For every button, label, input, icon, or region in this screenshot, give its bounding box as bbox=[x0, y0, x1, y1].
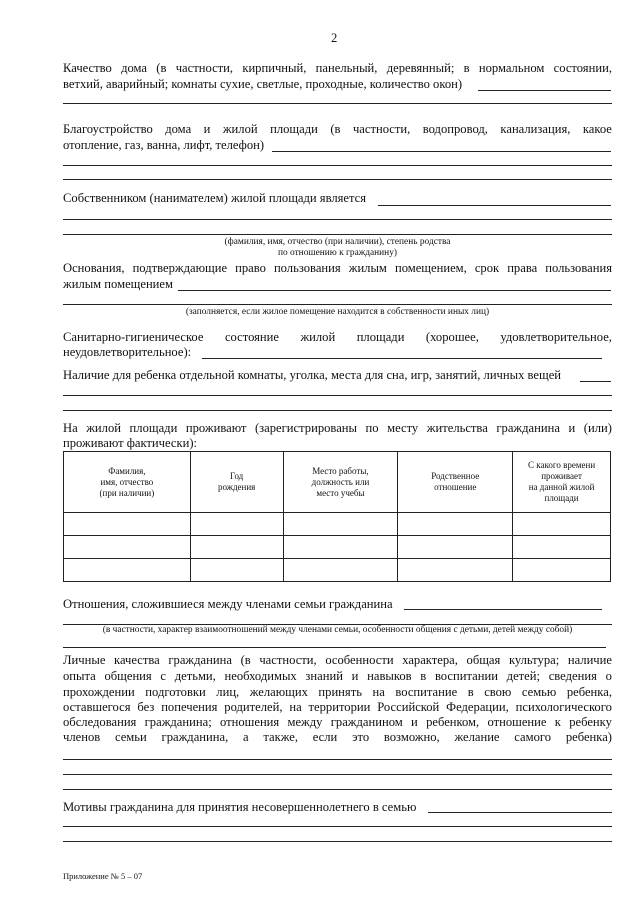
q6-line1: Наличие для ребенка отдельной комнаты, уголка, места для сна, игр, занятий, личных вещей bbox=[63, 368, 562, 382]
word: характера, bbox=[402, 653, 458, 667]
q4-line2: жилым помещением bbox=[63, 277, 173, 291]
word: (в bbox=[240, 653, 251, 667]
q4-line1: Основания, подтверждающие право пользования жилым помещением, срок права пользования bbox=[63, 261, 612, 275]
word: это bbox=[352, 730, 370, 744]
word: по bbox=[365, 421, 379, 435]
word: а bbox=[243, 730, 249, 744]
word: психологического bbox=[515, 700, 612, 714]
word: родителей, bbox=[224, 700, 283, 714]
word: также, bbox=[263, 730, 299, 744]
q8-answer-line-2[interactable] bbox=[63, 647, 606, 648]
word: удовлетворительное, bbox=[500, 330, 612, 344]
word: отношения bbox=[219, 715, 280, 729]
q9-line bbox=[63, 669, 612, 685]
word: гражданина bbox=[496, 421, 560, 435]
word: панельный, bbox=[315, 61, 378, 75]
q2-answer-line-2[interactable] bbox=[63, 179, 612, 180]
q9-line bbox=[63, 715, 612, 731]
word: состояние bbox=[224, 330, 279, 344]
footer-appendix: Приложение № 5 – 07 bbox=[63, 871, 143, 881]
q8-line1: Отношения, сложившиеся между членами семьи гражданина bbox=[63, 597, 393, 611]
table-cell[interactable] bbox=[513, 559, 611, 582]
word: оставшегося bbox=[63, 700, 131, 714]
word: жилой bbox=[222, 122, 258, 136]
table-cell[interactable] bbox=[283, 559, 398, 582]
q8-fill-line[interactable] bbox=[404, 609, 602, 610]
table-row bbox=[64, 513, 611, 536]
q2-line1 bbox=[63, 122, 612, 138]
word: лиц, bbox=[216, 685, 240, 699]
q6-answer-line-1[interactable] bbox=[63, 395, 612, 396]
word: сведения bbox=[548, 669, 597, 683]
col-header-name: Фамилия, имя, отчество (при наличии) bbox=[64, 452, 191, 513]
word: семью bbox=[521, 685, 557, 699]
word: прохождении bbox=[63, 685, 135, 699]
q7-line2: проживают фактически): bbox=[63, 436, 198, 450]
q6-fill-line[interactable] bbox=[580, 381, 611, 382]
q5-line2: неудовлетворительное): bbox=[63, 345, 192, 359]
word: Федерации, bbox=[446, 700, 509, 714]
word: (зарегистрированы bbox=[254, 421, 357, 435]
word: На bbox=[63, 421, 78, 435]
word: общая bbox=[466, 653, 501, 667]
word: навыков bbox=[367, 669, 412, 683]
word: качества bbox=[114, 653, 160, 667]
word: нормальном bbox=[478, 61, 545, 75]
word: между bbox=[287, 715, 323, 729]
word: опыта bbox=[63, 669, 96, 683]
q9-line bbox=[63, 700, 612, 716]
table-cell[interactable] bbox=[398, 536, 513, 559]
q9-answer-line-1[interactable] bbox=[63, 759, 612, 760]
word: желающих bbox=[249, 685, 308, 699]
word: Личные bbox=[63, 653, 106, 667]
word: жилой bbox=[300, 330, 336, 344]
word: воспитании bbox=[434, 669, 498, 683]
word: и bbox=[203, 122, 211, 136]
word: жительства bbox=[426, 421, 488, 435]
q3-fill-line[interactable] bbox=[378, 205, 611, 206]
q2-line2: отопление, газ, ванна, лифт, телефон) bbox=[63, 138, 265, 152]
word: детьми, bbox=[174, 669, 216, 683]
word: гражданина bbox=[168, 653, 232, 667]
word: Благоустройство bbox=[63, 122, 153, 136]
word: самого bbox=[514, 730, 552, 744]
table-cell[interactable] bbox=[398, 559, 513, 582]
q3-caption-2: по отношению к гражданину) bbox=[277, 248, 398, 258]
word: и bbox=[568, 421, 576, 435]
word: Качество bbox=[63, 61, 112, 75]
table-cell[interactable] bbox=[64, 536, 191, 559]
q9-answer-line-2[interactable] bbox=[63, 774, 612, 775]
table-cell[interactable] bbox=[283, 513, 398, 536]
q10-answer-line-1[interactable] bbox=[63, 826, 612, 827]
q9-line bbox=[63, 685, 612, 701]
word: жилой bbox=[86, 421, 121, 435]
table-cell[interactable] bbox=[398, 513, 513, 536]
q4-answer-line[interactable] bbox=[63, 304, 612, 305]
word: особенности bbox=[325, 653, 394, 667]
word: площади bbox=[356, 330, 405, 344]
word: гражданином bbox=[330, 715, 403, 729]
word: свою bbox=[484, 685, 512, 699]
word: состоянии, bbox=[553, 61, 612, 75]
q3-answer-line-1[interactable] bbox=[63, 219, 612, 220]
family-members-table bbox=[63, 451, 611, 582]
word: наличие bbox=[567, 653, 612, 667]
q9-line bbox=[63, 730, 612, 746]
word: территории bbox=[308, 700, 371, 714]
word: общения bbox=[104, 669, 152, 683]
word: деревянный; bbox=[386, 61, 455, 75]
table-header-row bbox=[64, 452, 611, 513]
col-header-relation: Родственное отношение bbox=[398, 452, 513, 513]
q3-caption-1: (фамилия, имя, отчество (при наличии), степень родства bbox=[224, 237, 451, 247]
word: дома bbox=[121, 61, 148, 75]
word: обследования bbox=[63, 715, 137, 729]
word: если bbox=[312, 730, 338, 744]
q1-answer-line[interactable] bbox=[63, 103, 612, 104]
word: о bbox=[605, 669, 612, 683]
word: на bbox=[289, 700, 302, 714]
word: частности, bbox=[175, 61, 234, 75]
table-row bbox=[64, 536, 611, 559]
word: гражданина, bbox=[161, 730, 229, 744]
word: частности, bbox=[352, 122, 411, 136]
q1-fill-line[interactable] bbox=[478, 90, 611, 91]
q1-line1 bbox=[63, 61, 612, 77]
word: к bbox=[554, 715, 561, 729]
table-cell[interactable] bbox=[513, 513, 611, 536]
word: на bbox=[372, 685, 385, 699]
word: в bbox=[463, 61, 470, 75]
word: проживают bbox=[185, 421, 247, 435]
word: и bbox=[351, 669, 359, 683]
col-header-work-place: Место работы, должность или место учебы bbox=[283, 452, 398, 513]
q10-line1: Мотивы гражданина для принятия несовершеннолетнего в семью bbox=[63, 800, 417, 814]
page-number: 2 bbox=[331, 31, 338, 45]
q2-fill-line[interactable] bbox=[272, 151, 611, 152]
word: возможно, bbox=[383, 730, 440, 744]
word: какое bbox=[582, 122, 612, 136]
word: попечения bbox=[161, 700, 218, 714]
q10-fill-line[interactable] bbox=[428, 812, 612, 813]
q7-line1 bbox=[63, 421, 612, 437]
word: ребенку bbox=[569, 715, 612, 729]
word: (хорошее, bbox=[425, 330, 479, 344]
table-cell[interactable] bbox=[190, 513, 283, 536]
q4-fill-line[interactable] bbox=[178, 290, 611, 291]
q6-answer-line-2[interactable] bbox=[63, 410, 612, 411]
word: (в bbox=[330, 122, 341, 136]
word: водопровод, bbox=[422, 122, 488, 136]
table-cell[interactable] bbox=[64, 513, 191, 536]
q1-line2: ветхий, аварийный; комнаты сухие, светлые, проходные, количество окон) bbox=[63, 77, 463, 91]
word: отношение bbox=[487, 715, 547, 729]
table-cell[interactable] bbox=[190, 536, 283, 559]
table-cell[interactable] bbox=[64, 559, 191, 582]
q8-caption: (в частности, характер взаимоотношений между членами семьи, особенности общения с детьми, детей между собой) bbox=[102, 625, 573, 635]
word: желание bbox=[454, 730, 500, 744]
word: с bbox=[160, 669, 167, 683]
col-header-birth-year: Год рождения bbox=[190, 452, 283, 513]
word: площади bbox=[270, 122, 318, 136]
word: (в bbox=[156, 61, 167, 75]
word: ребенком, bbox=[426, 715, 480, 729]
word: (или) bbox=[583, 421, 612, 435]
q9-line bbox=[63, 653, 612, 669]
word: Санитарно-гигиеническое bbox=[63, 330, 204, 344]
word: знаний bbox=[305, 669, 343, 683]
table-cell[interactable] bbox=[283, 536, 398, 559]
word: членов bbox=[63, 730, 101, 744]
word: частности, bbox=[259, 653, 317, 667]
table-cell[interactable] bbox=[513, 536, 611, 559]
word: необходимых bbox=[224, 669, 297, 683]
word: и bbox=[411, 715, 418, 729]
q3-line1: Собственником (нанимателем) жилой площади является bbox=[63, 191, 367, 205]
word: без bbox=[137, 700, 155, 714]
word: принять bbox=[318, 685, 362, 699]
word: семьи bbox=[114, 730, 147, 744]
col-header-residence-since: С какого времени проживает на данной жилой площади bbox=[513, 452, 611, 513]
table-cell[interactable] bbox=[190, 559, 283, 582]
word: подготовки bbox=[145, 685, 206, 699]
word: площади bbox=[129, 421, 178, 435]
word: детей; bbox=[506, 669, 540, 683]
word: воспитание bbox=[395, 685, 458, 699]
q3-answer-line-2[interactable] bbox=[63, 234, 612, 235]
q9-answer-line-3[interactable] bbox=[63, 789, 612, 790]
word: в bbox=[467, 685, 474, 699]
q10-answer-line-2[interactable] bbox=[63, 841, 612, 842]
table-row bbox=[64, 559, 611, 582]
q5-fill-line[interactable] bbox=[202, 358, 602, 359]
q2-answer-line-1[interactable] bbox=[63, 165, 612, 166]
q4-caption: (заполняется, если жилое помещение находится в собственности иных лиц) bbox=[185, 307, 490, 317]
q5-line1 bbox=[63, 330, 612, 346]
word: Российской bbox=[377, 700, 440, 714]
word: кирпичный, bbox=[242, 61, 307, 75]
word: гражданина; bbox=[144, 715, 212, 729]
word: ребенка, bbox=[566, 685, 612, 699]
word: культура; bbox=[508, 653, 560, 667]
word: дома bbox=[165, 122, 192, 136]
word: в bbox=[420, 669, 427, 683]
word: месту bbox=[387, 421, 419, 435]
word: ребенка) bbox=[565, 730, 612, 744]
word: канализация, bbox=[500, 122, 571, 136]
